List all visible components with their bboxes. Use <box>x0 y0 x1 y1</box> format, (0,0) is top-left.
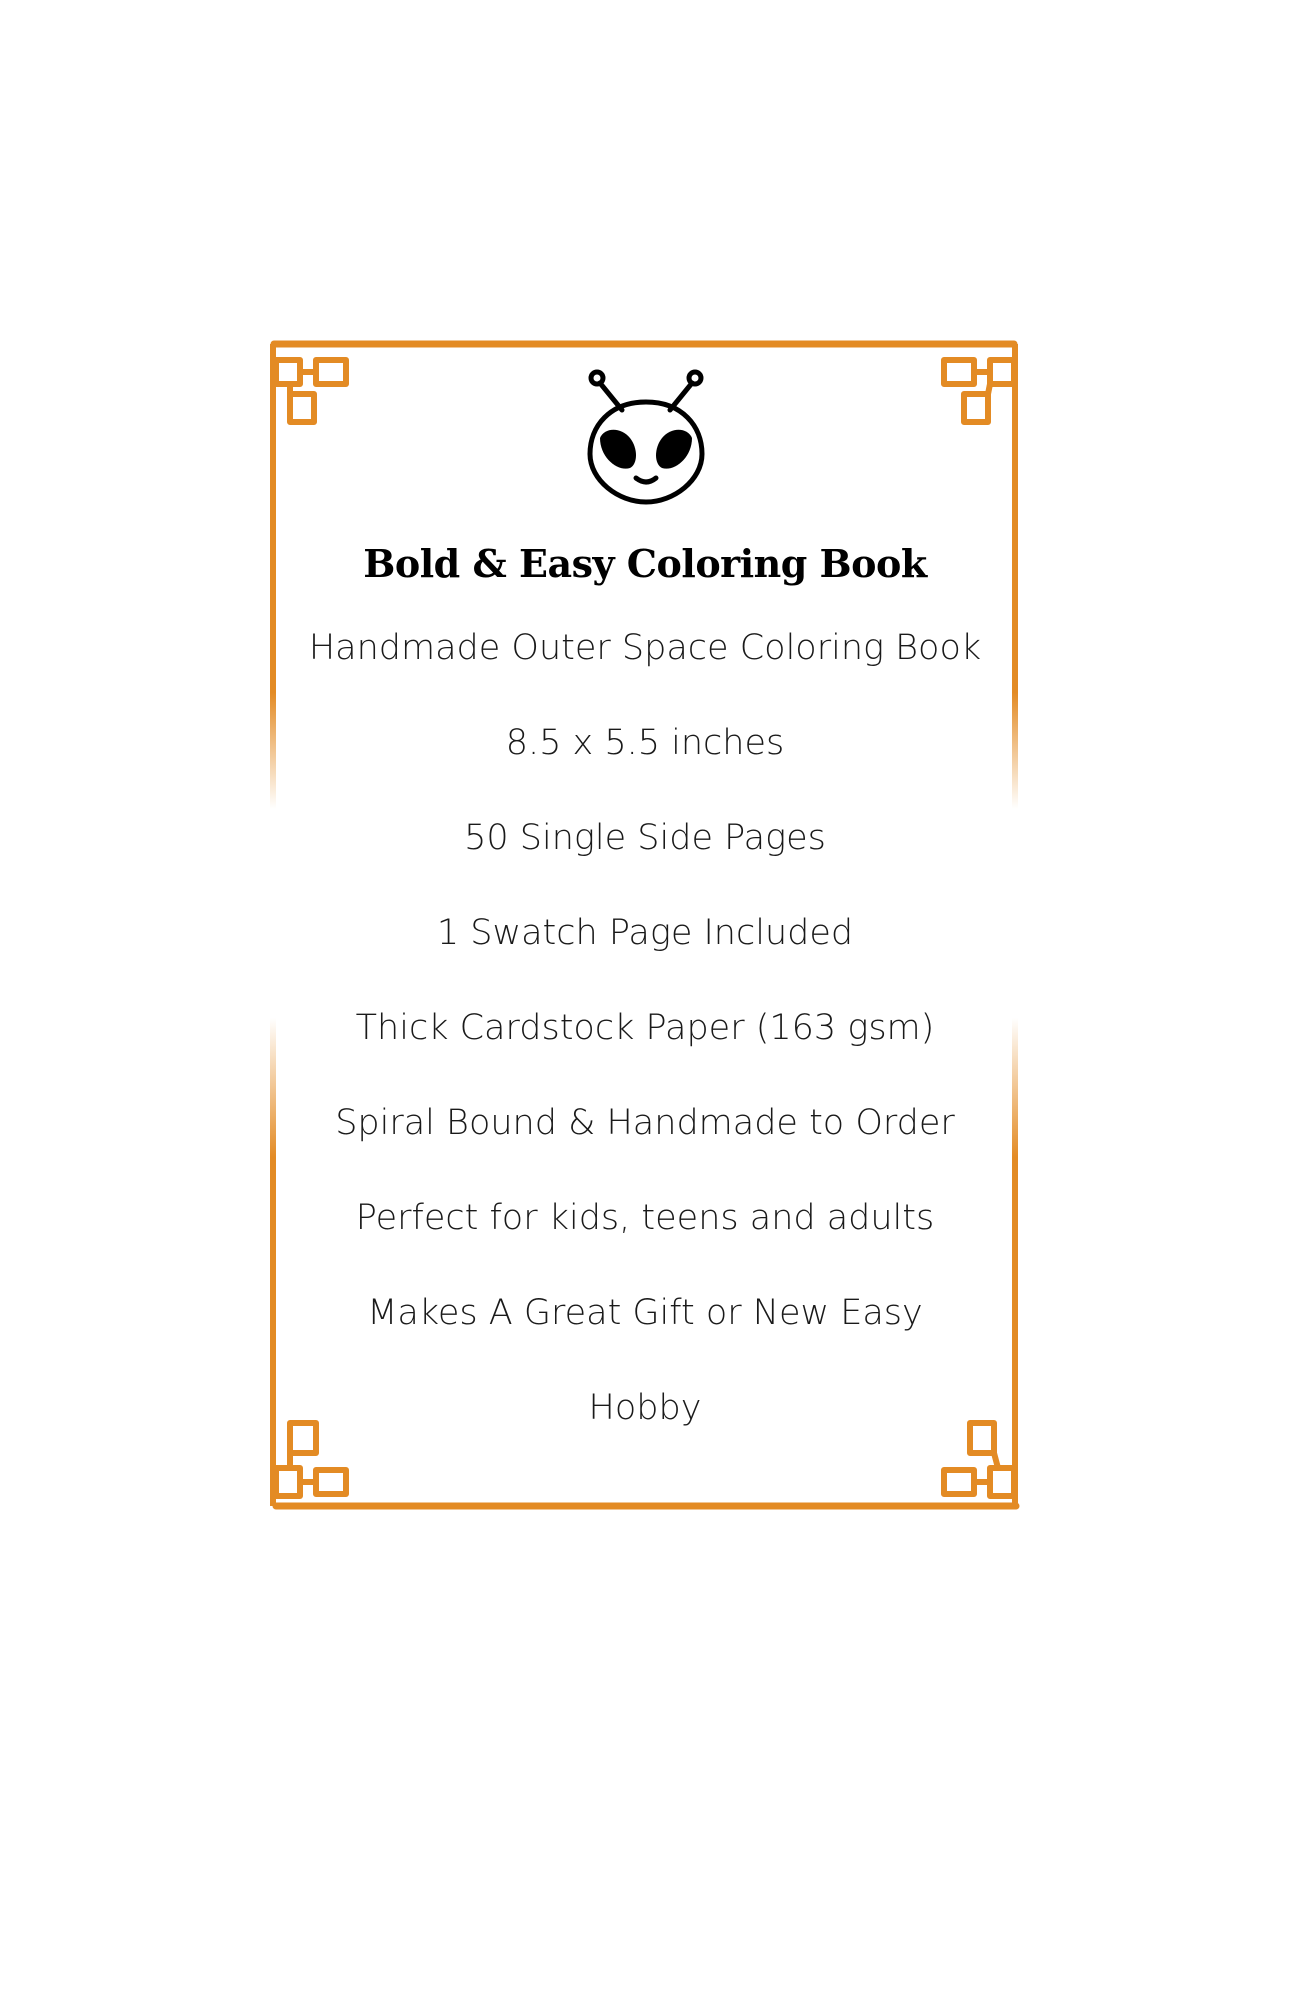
feature-item: 50 Single Side Pages <box>464 818 826 858</box>
feature-item: Handmade Outer Space Coloring Book <box>308 628 982 668</box>
feature-item: Thick Cardstock Paper (163 gsm) <box>355 1008 935 1048</box>
feature-list <box>268 628 1022 1483</box>
book-title: Bold & Easy Coloring Book <box>363 541 927 586</box>
feature-item: Hobby <box>588 1388 702 1428</box>
feature-item: Spiral Bound & Handmade to Order <box>335 1103 955 1143</box>
product-info-card <box>268 338 1022 1513</box>
feature-item: 8.5 x 5.5 inches <box>505 723 785 763</box>
feature-item: 1 Swatch Page Included <box>436 913 854 953</box>
greek-key-corner-icon <box>944 360 1014 422</box>
greek-key-corner-icon <box>276 360 346 422</box>
alien-head-icon <box>584 368 708 508</box>
feature-item: Makes A Great Gift or New Easy <box>367 1293 923 1333</box>
feature-item: Perfect for kids, teens and adults <box>355 1198 935 1238</box>
